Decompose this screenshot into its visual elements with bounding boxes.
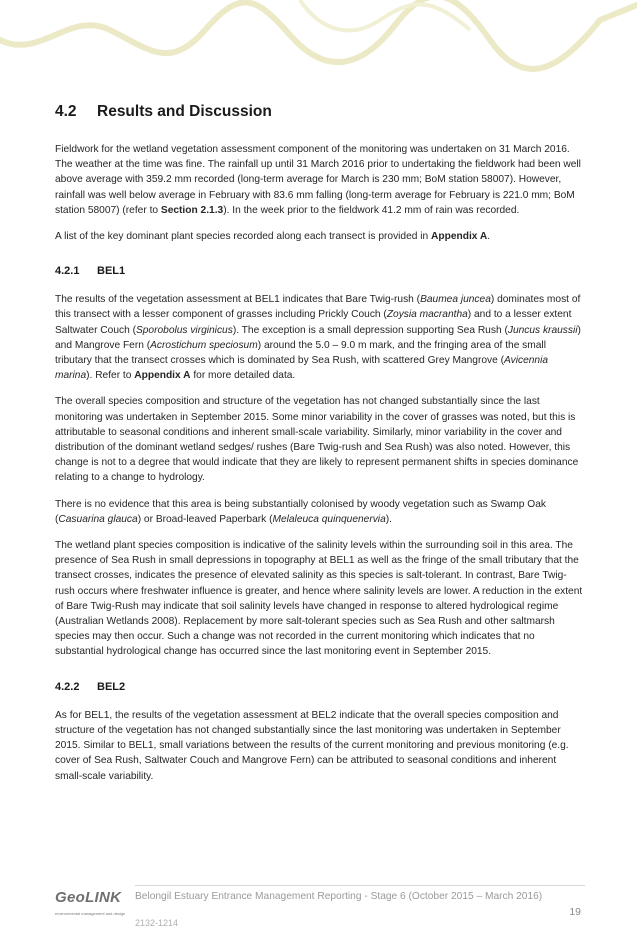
appendix-reference: Appendix A bbox=[134, 370, 191, 382]
footer-project-code: 2132-1214 bbox=[135, 918, 179, 928]
text-run: ). bbox=[385, 513, 392, 525]
text-run: The results of the vegetation assessment at BEL1 indicates that Bare Twig-rush ( bbox=[55, 294, 421, 306]
text-run: ) dominates most of this transect with a lesser component of grasses including Prickly Couch ( bbox=[55, 294, 581, 321]
text-run: for more detailed data. bbox=[190, 370, 296, 382]
text-run: A list of the key dominant plant species recorded along each transect is provided in bbox=[55, 231, 432, 243]
section-title: Results and Discussion bbox=[97, 103, 272, 120]
section-reference: Section 2.1.3 bbox=[160, 204, 224, 216]
bel2-paragraph-1: As for BEL1, the results of the vegetation assessment at BEL2 indicate that the overall species composition and structure of the vegetation has not changed substantially since the last monitoring was undertaken in September 2015. Similar to BEL1, small variations between the results of the current monitoring and previous monitoring (e.g. cover of Sea Rush, Saltwater Couch and Mangrove Fern) can be attributed to seasonal conditions and inherent small-scale variability. bbox=[55, 709, 569, 782]
text-run: ) and Mangrove Fern ( bbox=[55, 324, 581, 351]
species-name: Casuarina glauca bbox=[58, 513, 138, 525]
species-name: Melaleuca quinquenervia bbox=[272, 513, 386, 525]
subsection-title: BEL2 bbox=[97, 680, 126, 693]
text-run: There is no evidence that this area is being substantially colonised by woody vegetation such as Swamp Oak ( bbox=[55, 498, 546, 525]
subsection-heading-bel2 bbox=[55, 681, 585, 693]
section-number: 4.2 bbox=[55, 103, 77, 120]
page-number: 19 bbox=[569, 906, 581, 918]
appendix-reference: Appendix A bbox=[431, 231, 488, 243]
bel1-paragraph-4: The wetland plant species composition is indicative of the salinity levels within the surrounding soil in this area. The presence of Sea Rush in small depressions in topography at BEL1 as well as the fringe of the small tributary that the transect crosses, indicates the presence of elevated salinity as this species is salt-tolerant. In contrast, Bare Twig-rush occurs where freshwater influence is greater, and hence where salinity levels are lower. A reduction in the extent of Bare Twig-Rush may indicate that soil salinity levels have changed in response to altered hydrological regime (Australian Wetlands 2008). Replacement by more salt-tolerant species such as Sea Rush and other saltmarsh species may then occur. Such a change was not recorded in the current monitoring which indicates that no substantial hydrological change has occurred since the last monitoring event in September 2015. bbox=[55, 540, 583, 658]
species-name: Zoysia macrantha bbox=[386, 309, 468, 321]
intro-paragraph-1 bbox=[55, 142, 585, 218]
species-name: Acrostichum speciosum bbox=[150, 339, 258, 351]
subsection-number: 4.2.2 bbox=[55, 680, 80, 693]
text-run: ) or Broad-leaved Paperbark ( bbox=[137, 513, 273, 525]
text-run: ). The exception is a small depression supporting Sea Rush ( bbox=[232, 324, 508, 336]
footer-divider bbox=[135, 885, 585, 886]
species-name: Juncus kraussii bbox=[507, 324, 578, 336]
page-footer bbox=[55, 885, 585, 928]
geolink-logo bbox=[55, 889, 126, 916]
bel1-paragraph-2: The overall species composition and structure of the vegetation has not changed substantially since the last monitoring was undertaken in September 2015. Some minor variability in the cover of grasses was noted, but this is attributable to seasonal conditions and inherent small-scale variability. Similarly, minor variability in the cover and distribution of the dominant wetland sedges/ rushes (Bare Twig-rush and Sea Rush) was also noted. However, this change is not to a degree that would indicate that they are likely to represent permanent shifts in species dominance relating to a change to hydrology. bbox=[55, 396, 579, 484]
text-run: ). Refer to bbox=[86, 370, 135, 382]
subsection-title: BEL1 bbox=[97, 265, 126, 278]
species-name: Avicennia marina bbox=[55, 355, 549, 382]
page-content bbox=[55, 103, 585, 795]
bel1-paragraph-3 bbox=[55, 497, 585, 527]
species-name: Sporobolus virginicus bbox=[135, 324, 233, 336]
text-run: Fieldwork for the wetland vegetation assessment component of the monitoring was undertaken on 31 March 2016. The weather at the time was fine. The rainfall up until 31 March 2016 prior to undertaking the fieldwork had been well above average with 359.2 mm recorded (long-term average for March is 230 mm; BoM station 58007). However, rainfall was well below average in February with 83.6 mm falling (long-term average for February is 221.0 mm; BoM station 58007) (refer to bbox=[55, 144, 581, 216]
text-run: ) and to a lesser extent Saltwater Couch ( bbox=[55, 309, 572, 336]
text-run: ). In the week prior to the fieldwork 41.2 mm of rain was recorded. bbox=[223, 204, 520, 216]
text-run: . bbox=[487, 231, 491, 243]
logo-wordmark: GeoLINK bbox=[55, 889, 122, 906]
logo-tagline: environmental management and design bbox=[55, 911, 126, 916]
header-swirl-decoration bbox=[0, 0, 637, 80]
bel1-paragraph-1 bbox=[55, 292, 585, 383]
text-run: ) around the 5.0 – 9.0 m mark, and the fringing area of the small tributary that the transect crosses which is dominated by Sea Rush, with scattered Grey Mangrove ( bbox=[55, 339, 546, 367]
subsection-number: 4.2.1 bbox=[55, 265, 80, 278]
species-name: Baumea juncea bbox=[420, 294, 491, 306]
intro-paragraph-2 bbox=[55, 229, 585, 244]
footer-document-title: Belongil Estuary Entrance Management Reporting - Stage 6 (October 2015 – March 2016) bbox=[135, 891, 543, 902]
section-heading bbox=[55, 103, 585, 121]
subsection-heading-bel1 bbox=[55, 265, 585, 277]
